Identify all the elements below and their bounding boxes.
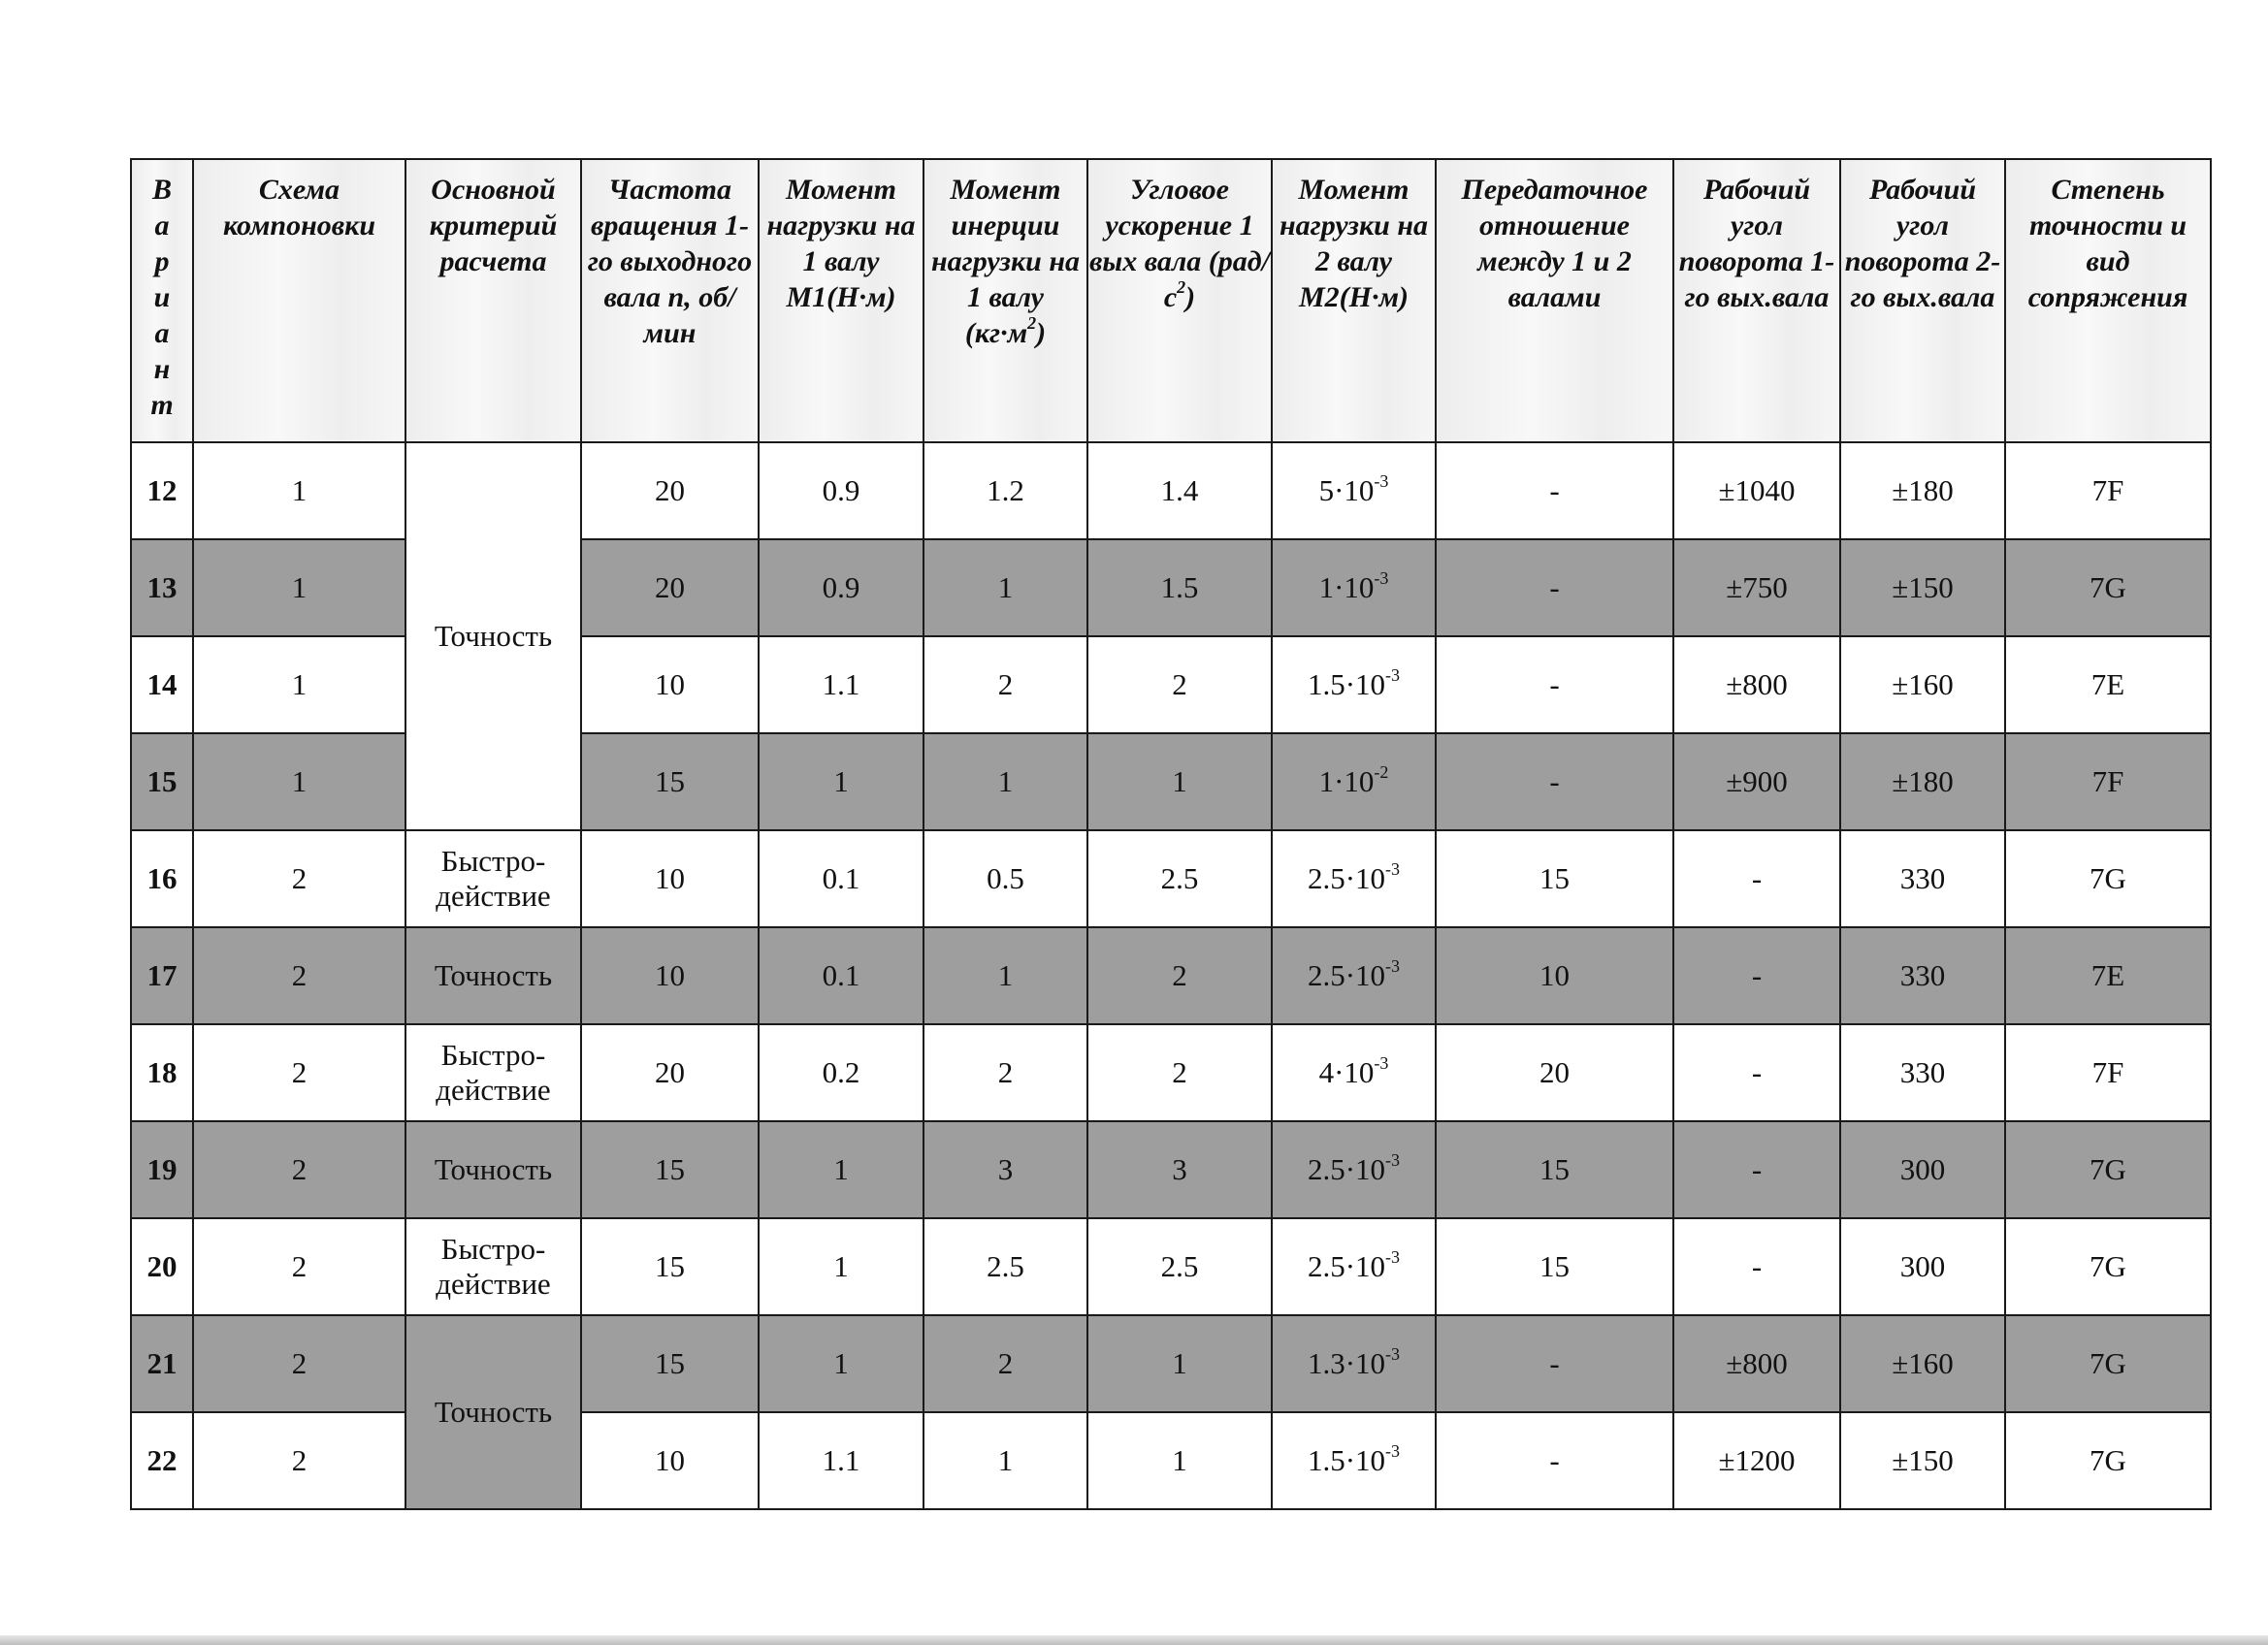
cell-inertia: 2 — [923, 636, 1087, 733]
cell-angle2: ±150 — [1840, 1412, 2005, 1509]
cell-angle2: ±180 — [1840, 733, 2005, 830]
cell-frequency: 10 — [581, 830, 759, 927]
table-row — [131, 1315, 2211, 1412]
cell-inertia: 0.5 — [923, 830, 1087, 927]
cell-angle1: ±750 — [1673, 539, 1840, 636]
cell-accuracy-grade: 7F — [2005, 1024, 2211, 1121]
cell-acceleration: 1 — [1087, 1412, 1272, 1509]
cell-ratio: 10 — [1436, 927, 1673, 1024]
table-row — [131, 1024, 2211, 1121]
variants-table — [130, 158, 2212, 1510]
cell-criterion: Быстро- действие — [405, 830, 581, 927]
cell-variant: 18 — [131, 1024, 193, 1121]
cell-variant: 19 — [131, 1121, 193, 1218]
table-row — [131, 830, 2211, 927]
cell-m2: $1.3\cdot 10^{-3}$ — [1272, 1315, 1436, 1412]
cell-acceleration: 2 — [1087, 636, 1272, 733]
cell-frequency: 15 — [581, 1315, 759, 1412]
cell-ratio: - — [1436, 1315, 1673, 1412]
cell-angle2: 300 — [1840, 1218, 2005, 1315]
cell-accuracy-grade: 7G — [2005, 1121, 2211, 1218]
cell-acceleration: 2.5 — [1087, 1218, 1272, 1315]
cell-m1: 1.1 — [759, 1412, 923, 1509]
cell-angle1: - — [1673, 927, 1840, 1024]
cell-scheme: 2 — [193, 1024, 405, 1121]
cell-ratio: 15 — [1436, 1121, 1673, 1218]
cell-criterion: Точность — [405, 1121, 581, 1218]
cell-frequency: 15 — [581, 1121, 759, 1218]
scan-bottom-edge — [0, 1635, 2268, 1645]
cell-angle2: 330 — [1840, 830, 2005, 927]
cell-ratio: - — [1436, 1412, 1673, 1509]
table-row — [131, 442, 2211, 539]
cell-acceleration: 1 — [1087, 1315, 1272, 1412]
cell-m2: $5\cdot 10^{-3}$ — [1272, 442, 1436, 539]
cell-ratio: - — [1436, 442, 1673, 539]
header-accuracy: Степень точности и вид сопряжения — [2005, 159, 2211, 442]
cell-angle1: ±1200 — [1673, 1412, 1840, 1509]
cell-accuracy-grade: 7G — [2005, 830, 2211, 927]
cell-variant: 12 — [131, 442, 193, 539]
cell-variant: 22 — [131, 1412, 193, 1509]
cell-angle1: ±1040 — [1673, 442, 1840, 539]
table-row — [131, 1218, 2211, 1315]
cell-angle1: - — [1673, 830, 1840, 927]
cell-criterion: Быстро- действие — [405, 1218, 581, 1315]
cell-angle2: ±180 — [1840, 442, 2005, 539]
header-variant-letter: а — [154, 210, 170, 242]
header-frequency: Частота вращения 1-го выходного вала n, об/мин — [581, 159, 759, 442]
cell-scheme: 2 — [193, 1315, 405, 1412]
cell-frequency: 15 — [581, 733, 759, 830]
cell-frequency: 20 — [581, 539, 759, 636]
header-variant-letter: т — [150, 389, 174, 421]
cell-inertia: 1 — [923, 1412, 1087, 1509]
header-scheme: Схема компоновки — [193, 159, 405, 442]
cell-m2: $1\cdot 10^{-3}$ — [1272, 539, 1436, 636]
cell-angle1: ±800 — [1673, 1315, 1840, 1412]
header-m2: Момент нагрузки на 2 валу М2(Н·м) — [1272, 159, 1436, 442]
header-variant-letter: и — [153, 281, 171, 313]
cell-ratio: - — [1436, 539, 1673, 636]
cell-accuracy-grade: 7F — [2005, 733, 2211, 830]
cell-inertia: 1.2 — [923, 442, 1087, 539]
table-row — [131, 1121, 2211, 1218]
cell-angle1: ±800 — [1673, 636, 1840, 733]
cell-inertia: 2 — [923, 1024, 1087, 1121]
cell-scheme: 2 — [193, 830, 405, 927]
cell-inertia: 2.5 — [923, 1218, 1087, 1315]
cell-scheme: 1 — [193, 733, 405, 830]
cell-frequency: 20 — [581, 1024, 759, 1121]
cell-angle1: ±900 — [1673, 733, 1840, 830]
cell-angle2: 330 — [1840, 1024, 2005, 1121]
cell-accuracy-grade: 7G — [2005, 1218, 2211, 1315]
cell-m1: 1 — [759, 1315, 923, 1412]
cell-inertia: 1 — [923, 927, 1087, 1024]
cell-acceleration: 1 — [1087, 733, 1272, 830]
cell-angle2: 330 — [1840, 927, 2005, 1024]
header-inertia: Момент инерции нагрузки на 1 валу $(кг\cdot м^2)$ — [923, 159, 1087, 442]
cell-scheme: 1 — [193, 442, 405, 539]
cell-angle1: - — [1673, 1121, 1840, 1218]
header-variant-letter: р — [154, 245, 170, 277]
header-angle2: Рабочий угол поворота 2-го вых.вала — [1840, 159, 2005, 442]
header-variant-letter: В — [151, 174, 172, 206]
cell-frequency: 10 — [581, 636, 759, 733]
cell-variant: 20 — [131, 1218, 193, 1315]
cell-ratio: 15 — [1436, 1218, 1673, 1315]
cell-accuracy-grade: 7E — [2005, 636, 2211, 733]
cell-inertia: 1 — [923, 733, 1087, 830]
cell-inertia: 3 — [923, 1121, 1087, 1218]
cell-frequency: 10 — [581, 1412, 759, 1509]
cell-angle1: - — [1673, 1024, 1840, 1121]
cell-acceleration: 1.4 — [1087, 442, 1272, 539]
cell-m2: $1.5\cdot 10^{-3}$ — [1272, 636, 1436, 733]
cell-m1: 0.1 — [759, 830, 923, 927]
cell-variant: 21 — [131, 1315, 193, 1412]
cell-acceleration: 1.5 — [1087, 539, 1272, 636]
header-criterion: Основной критерий расчета — [405, 159, 581, 442]
cell-acceleration: 2 — [1087, 1024, 1272, 1121]
cell-m1: 0.9 — [759, 539, 923, 636]
cell-m2: $2.5\cdot 10^{-3}$ — [1272, 1218, 1436, 1315]
cell-m2: $1\cdot 10^{-2}$ — [1272, 733, 1436, 830]
cell-variant: 15 — [131, 733, 193, 830]
cell-ratio: - — [1436, 733, 1673, 830]
cell-angle2: 300 — [1840, 1121, 2005, 1218]
cell-scheme: 1 — [193, 636, 405, 733]
cell-accuracy-grade: 7G — [2005, 1412, 2211, 1509]
cell-frequency: 20 — [581, 442, 759, 539]
cell-accuracy-grade: 7G — [2005, 1315, 2211, 1412]
cell-m2: $2.5\cdot 10^{-3}$ — [1272, 830, 1436, 927]
cell-variant: 16 — [131, 830, 193, 927]
cell-m1: 1.1 — [759, 636, 923, 733]
cell-m1: 1 — [759, 1218, 923, 1315]
cell-m2: $2.5\cdot 10^{-3}$ — [1272, 1121, 1436, 1218]
cell-inertia: 2 — [923, 1315, 1087, 1412]
cell-inertia: 1 — [923, 539, 1087, 636]
cell-scheme: 2 — [193, 1121, 405, 1218]
cell-variant: 14 — [131, 636, 193, 733]
cell-scheme: 2 — [193, 927, 405, 1024]
cell-m2: $2.5\cdot 10^{-3}$ — [1272, 927, 1436, 1024]
cell-frequency: 10 — [581, 927, 759, 1024]
cell-angle2: ±150 — [1840, 539, 2005, 636]
cell-scheme: 1 — [193, 539, 405, 636]
cell-m2: $1.5\cdot 10^{-3}$ — [1272, 1412, 1436, 1509]
cell-frequency: 15 — [581, 1218, 759, 1315]
cell-m1: 1 — [759, 1121, 923, 1218]
cell-acceleration: 3 — [1087, 1121, 1272, 1218]
cell-accuracy-grade: 7E — [2005, 927, 2211, 1024]
cell-accuracy-grade: 7F — [2005, 442, 2211, 539]
cell-angle2: ±160 — [1840, 636, 2005, 733]
header-row — [131, 159, 2211, 442]
cell-accuracy-grade: 7G — [2005, 539, 2211, 636]
cell-acceleration: 2 — [1087, 927, 1272, 1024]
cell-variant: 13 — [131, 539, 193, 636]
cell-criterion: Точность — [405, 927, 581, 1024]
header-variant-letter: н — [153, 353, 171, 385]
cell-scheme: 2 — [193, 1412, 405, 1509]
cell-angle2: ±160 — [1840, 1315, 2005, 1412]
cell-criterion: Точность — [405, 442, 581, 830]
table-row — [131, 927, 2211, 1024]
cell-scheme: 2 — [193, 1218, 405, 1315]
header-angle1: Рабочий угол поворота 1-го вых.вала — [1673, 159, 1840, 442]
cell-ratio: 15 — [1436, 830, 1673, 927]
cell-criterion: Точность — [405, 1315, 581, 1509]
cell-acceleration: 2.5 — [1087, 830, 1272, 927]
header-ratio: Передаточное отношение между 1 и 2 валами — [1436, 159, 1673, 442]
cell-ratio: 20 — [1436, 1024, 1673, 1121]
cell-m1: 0.9 — [759, 442, 923, 539]
cell-criterion: Быстро- действие — [405, 1024, 581, 1121]
header-variant — [131, 159, 193, 442]
cell-m1: 1 — [759, 733, 923, 830]
header-acceleration: Угловое ускорение 1 вых вала $(рад/с^2)$ — [1087, 159, 1272, 442]
header-m1: Момент нагрузки на 1 валу М1(Н·м) — [759, 159, 923, 442]
cell-m1: 0.2 — [759, 1024, 923, 1121]
cell-m2: $4\cdot 10^{-3}$ — [1272, 1024, 1436, 1121]
cell-variant: 17 — [131, 927, 193, 1024]
header-variant-letter: а — [154, 317, 170, 349]
cell-ratio: - — [1436, 636, 1673, 733]
cell-angle1: - — [1673, 1218, 1840, 1315]
cell-m1: 0.1 — [759, 927, 923, 1024]
